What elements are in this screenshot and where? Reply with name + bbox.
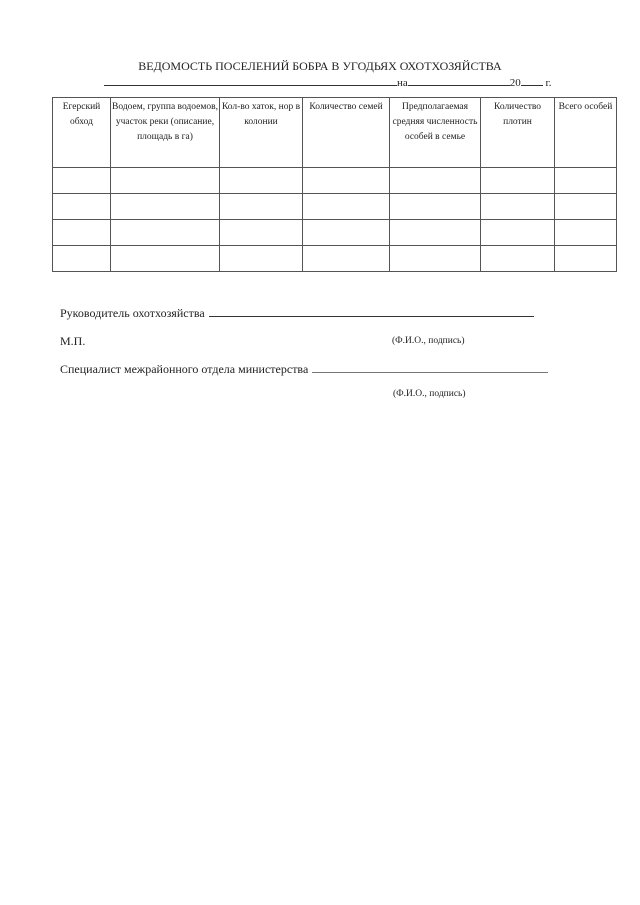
table-row xyxy=(53,220,617,246)
table-row xyxy=(53,246,617,272)
table-cell[interactable] xyxy=(303,168,390,194)
name-signature-hint-2: (Ф.И.О., подпись) xyxy=(393,389,466,399)
on-date-text: на xyxy=(397,77,408,89)
table-cell[interactable] xyxy=(220,168,303,194)
header-ranger-district: Егерский обход xyxy=(53,98,111,168)
name-signature-hint: (Ф.И.О., подпись) xyxy=(392,336,465,346)
table-header-row xyxy=(53,98,617,168)
table-cell[interactable] xyxy=(111,220,220,246)
table-row xyxy=(53,194,617,220)
header-lodges-count: Кол-во хаток, нор в колонии xyxy=(220,98,303,168)
table-cell[interactable] xyxy=(481,194,555,220)
header-avg-family-size: Предполагаемая средняя численность особей в семье xyxy=(390,98,481,168)
header-families-count: Количество семей xyxy=(303,98,390,168)
specialist-signature-line xyxy=(60,362,548,377)
table-cell[interactable] xyxy=(303,246,390,272)
table-cell[interactable] xyxy=(390,246,481,272)
table-cell[interactable] xyxy=(481,168,555,194)
table-cell[interactable] xyxy=(111,194,220,220)
table-cell[interactable] xyxy=(303,220,390,246)
organization-blank xyxy=(104,76,397,86)
table-cell[interactable] xyxy=(53,246,111,272)
table-cell[interactable] xyxy=(481,246,555,272)
table-cell[interactable] xyxy=(390,168,481,194)
table-cell[interactable] xyxy=(390,194,481,220)
table-cell[interactable] xyxy=(53,168,111,194)
head-signature-line xyxy=(60,306,534,321)
table-cell[interactable] xyxy=(303,194,390,220)
stamp-label: М.П. xyxy=(60,334,86,348)
specialist-signature-field[interactable] xyxy=(312,362,548,373)
table-cell[interactable] xyxy=(53,220,111,246)
year-suffix: г. xyxy=(545,77,552,89)
table-row xyxy=(53,168,617,194)
table-cell[interactable] xyxy=(555,168,617,194)
table-cell[interactable] xyxy=(555,246,617,272)
table-cell[interactable] xyxy=(220,246,303,272)
table-cell[interactable] xyxy=(53,194,111,220)
beaver-settlement-table xyxy=(52,97,617,272)
year-prefix: 20 xyxy=(509,77,521,89)
head-signature-field[interactable] xyxy=(209,306,534,317)
document-subtitle xyxy=(104,76,552,89)
table-cell[interactable] xyxy=(220,194,303,220)
table-cell[interactable] xyxy=(111,168,220,194)
header-total-individuals: Всего особей xyxy=(555,98,617,168)
table-cell[interactable] xyxy=(555,220,617,246)
date-blank xyxy=(408,76,510,86)
document-title: ВЕДОМОСТЬ ПОСЕЛЕНИЙ БОБРА В УГОДЬЯХ ОХОТХОЗЯЙСТВА xyxy=(138,59,502,73)
specialist-signature-label: Специалист межрайонного отдела министерства xyxy=(60,362,309,376)
header-dams-count: Количество плотин xyxy=(481,98,555,168)
head-signature-label: Руководитель охотхозяйства xyxy=(60,306,205,320)
table-cell[interactable] xyxy=(111,246,220,272)
year-blank xyxy=(521,76,543,86)
table-cell[interactable] xyxy=(220,220,303,246)
table-cell[interactable] xyxy=(390,220,481,246)
header-water-body: Водоем, группа водоемов, участок реки (описание, площадь в га) xyxy=(111,98,220,168)
table-cell[interactable] xyxy=(555,194,617,220)
table-cell[interactable] xyxy=(481,220,555,246)
